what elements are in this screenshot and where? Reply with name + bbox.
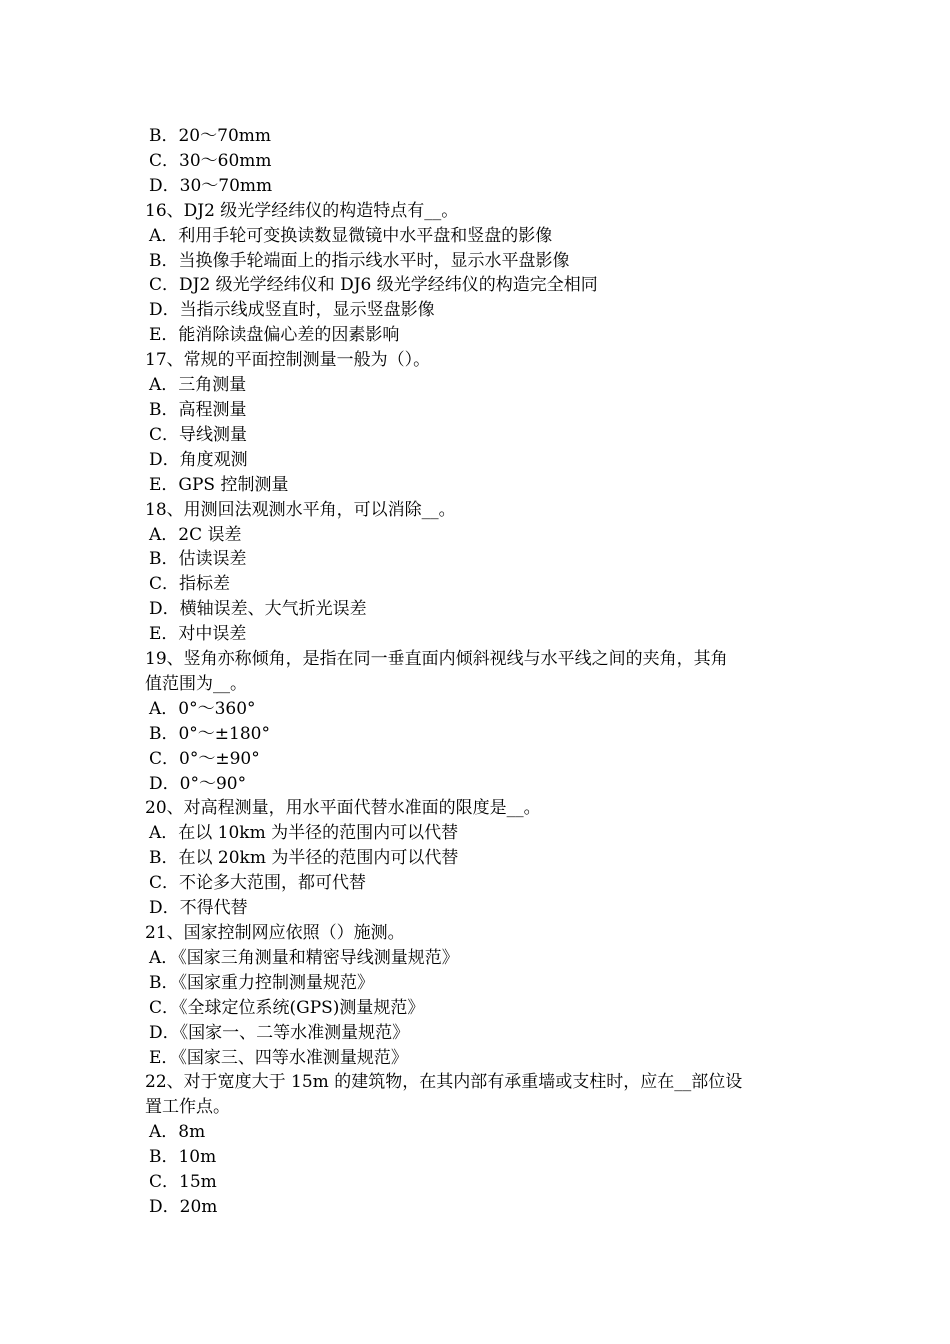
answer-option: A．《国家三角测量和精密导线测量规范》 <box>149 947 459 968</box>
answer-option: B．《国家重力控制测量规范》 <box>149 972 374 993</box>
answer-option: B．高程测量 <box>149 399 247 420</box>
question-text: 17、常规的平面控制测量一般为（）。 <box>145 350 431 371</box>
answer-option: C．0°～±90° <box>149 748 260 769</box>
question-text: 18、用测回法观测水平角，可以消除__。 <box>145 499 456 520</box>
answer-option: A．0°～360° <box>149 698 256 719</box>
question-text: 16、DJ2 级光学经纬仪的构造特点有__。 <box>145 200 459 221</box>
answer-option: E．能消除读盘偏心差的因素影响 <box>149 325 400 346</box>
answer-option: D．横轴误差、大气折光误差 <box>149 599 367 620</box>
answer-option: B．0°～±180° <box>149 723 271 744</box>
question-text: 值范围为__。 <box>145 673 247 694</box>
answer-option: E．对中误差 <box>149 624 247 645</box>
answer-option: D．20m <box>149 1196 218 1217</box>
answer-option: C．15m <box>149 1172 217 1193</box>
question-text: 19、竖角亦称倾角，是指在同一垂直面内倾斜视线与水平线之间的夹角，其角 <box>145 649 728 670</box>
answer-option: C．指标差 <box>149 574 231 595</box>
answer-option: B．当换像手轮端面上的指示线水平时，显示水平盘影像 <box>149 250 570 271</box>
answer-option: E．GPS 控制测量 <box>149 474 289 495</box>
answer-option: C．DJ2 级光学经纬仪和 DJ6 级光学经纬仪的构造完全相同 <box>149 275 598 296</box>
answer-option: B．10m <box>149 1147 217 1168</box>
answer-option: A．2C 误差 <box>149 524 242 545</box>
answer-option: C．30～60mm <box>149 150 272 171</box>
question-list <box>145 124 815 1220</box>
answer-option: D．0°～90° <box>149 773 247 794</box>
answer-option: D．不得代替 <box>149 898 248 919</box>
answer-option: B．在以 20km 为半径的范围内可以代替 <box>149 848 459 869</box>
answer-option: A．在以 10km 为半径的范围内可以代替 <box>149 823 459 844</box>
question-text: 21、国家控制网应依照（）施测。 <box>145 923 405 943</box>
answer-option: E．《国家三、四等水准测量规范》 <box>149 1047 408 1068</box>
answer-option: D．《国家一、二等水准测量规范》 <box>149 1022 410 1043</box>
question-text: 22、对于宽度大于 15m 的建筑物，在其内部有承重墙或支柱时，应在__部位设 <box>145 1072 743 1093</box>
answer-option: C．不论多大范围，都可代替 <box>149 873 367 894</box>
answer-option: A．三角测量 <box>149 375 247 396</box>
answer-option: B．20～70mm <box>149 126 271 146</box>
answer-option: C．导线测量 <box>149 424 248 445</box>
answer-option: C．《全球定位系统(GPS)测量规范》 <box>149 997 425 1018</box>
answer-option: B．估读误差 <box>149 549 247 570</box>
answer-option: D．角度观测 <box>149 449 248 470</box>
answer-option: D．当指示线成竖直时，显示竖盘影像 <box>149 300 435 321</box>
answer-option: D．30～70mm <box>149 175 273 196</box>
question-text: 20、对高程测量，用水平面代替水准面的限度是__。 <box>145 798 541 819</box>
answer-option: A．利用手轮可变换读数显微镜中水平盘和竖盘的影像 <box>149 225 553 246</box>
answer-option: A．8m <box>149 1122 206 1143</box>
question-text: 置工作点。 <box>145 1097 230 1118</box>
